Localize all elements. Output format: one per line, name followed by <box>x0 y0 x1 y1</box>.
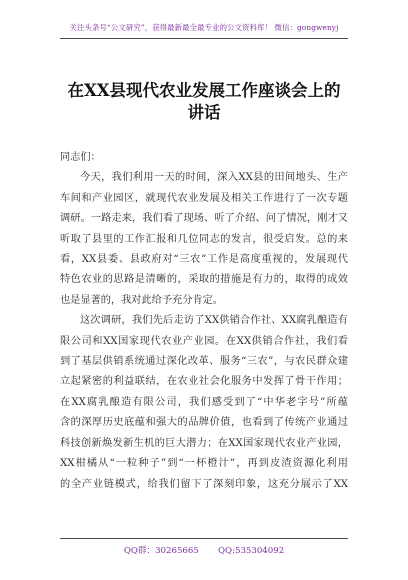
paragraph-2-line: 含的深厚历史底蕴和强大的品牌价值，也看到了传统产业通过 <box>60 417 348 429</box>
header-banner: 关注头条号“公文研究”，获得最新最全最专业的公文资料库！ 微信：gongwenyj <box>69 23 339 32</box>
paragraph-2-line: 的全产业链模式，给我们留下了深刻印象，这充分展示了XX <box>60 478 348 490</box>
header-divider <box>60 38 348 39</box>
paragraph-1-line: 车间和产业园区，就现代农业发展及相关工作进行了一次专题 <box>60 192 348 204</box>
footer <box>0 544 408 556</box>
document-body <box>60 148 348 495</box>
paragraph-2-line: 科技创新焕发新生机的巨大潜力；在XX国家现代农业产业园， <box>60 437 348 449</box>
paragraph-1-line: 也是显著的，我对此给予充分肯定。 <box>60 294 223 306</box>
footer-divider <box>60 538 348 539</box>
paragraph-2-line: 在XX腐乳酿造有限公司，我们感受到了“中华老字号”所蕴 <box>60 396 348 408</box>
paragraph-1-line: 听取了县里的工作汇报和几位同志的发言，很受启发。总的来 <box>60 233 348 245</box>
paragraph-1-line: 特色农业的思路是清晰的，采取的措施是有力的，取得的成效 <box>60 274 348 286</box>
paragraph-1 <box>60 168 348 311</box>
paragraph-1-line: 今天，我们利用一天的时间，深入XX县的田间地头、生产 <box>80 172 348 184</box>
title-line-1: 在XX县现代农业发展工作座谈会上的 <box>67 81 341 100</box>
paragraph-2 <box>60 311 348 495</box>
paragraph-2-line: XX柑橘从“一粒种子”到“一杯橙汁”，再到皮渣资源化利用 <box>60 458 348 470</box>
title-line-2: 讲话 <box>187 103 221 122</box>
paragraph-2-line: 限公司和XX国家现代农业产业园。在XX供销合作社，我们看 <box>60 335 348 347</box>
footer-spacer <box>202 546 216 556</box>
document-title <box>40 80 368 124</box>
paragraph-2-line: 立起紧密的利益联结，在农业社会化服务中发挥了骨干作用； <box>60 376 348 388</box>
salutation-text: 同志们： <box>60 152 101 163</box>
footer-qq: QQ:535304092 <box>217 546 285 556</box>
paragraph-2-line: 到了基层供销系统通过深化改革、服务“三农”，与农民群众建 <box>60 356 348 368</box>
salutation <box>60 148 348 168</box>
paragraph-2-line: 这次调研，我们先后走访了XX供销合作社、XX腐乳酿造有 <box>80 315 348 327</box>
paragraph-1-line: 调研。一路走来，我们看了现场、听了介绍、问了情况，刚才又 <box>60 213 348 225</box>
footer-qq-group: QQ群：30265665 <box>123 546 199 556</box>
paragraph-1-line: 看，XX县委、县政府对“三农”工作是高度重视的，发展现代 <box>60 254 348 266</box>
